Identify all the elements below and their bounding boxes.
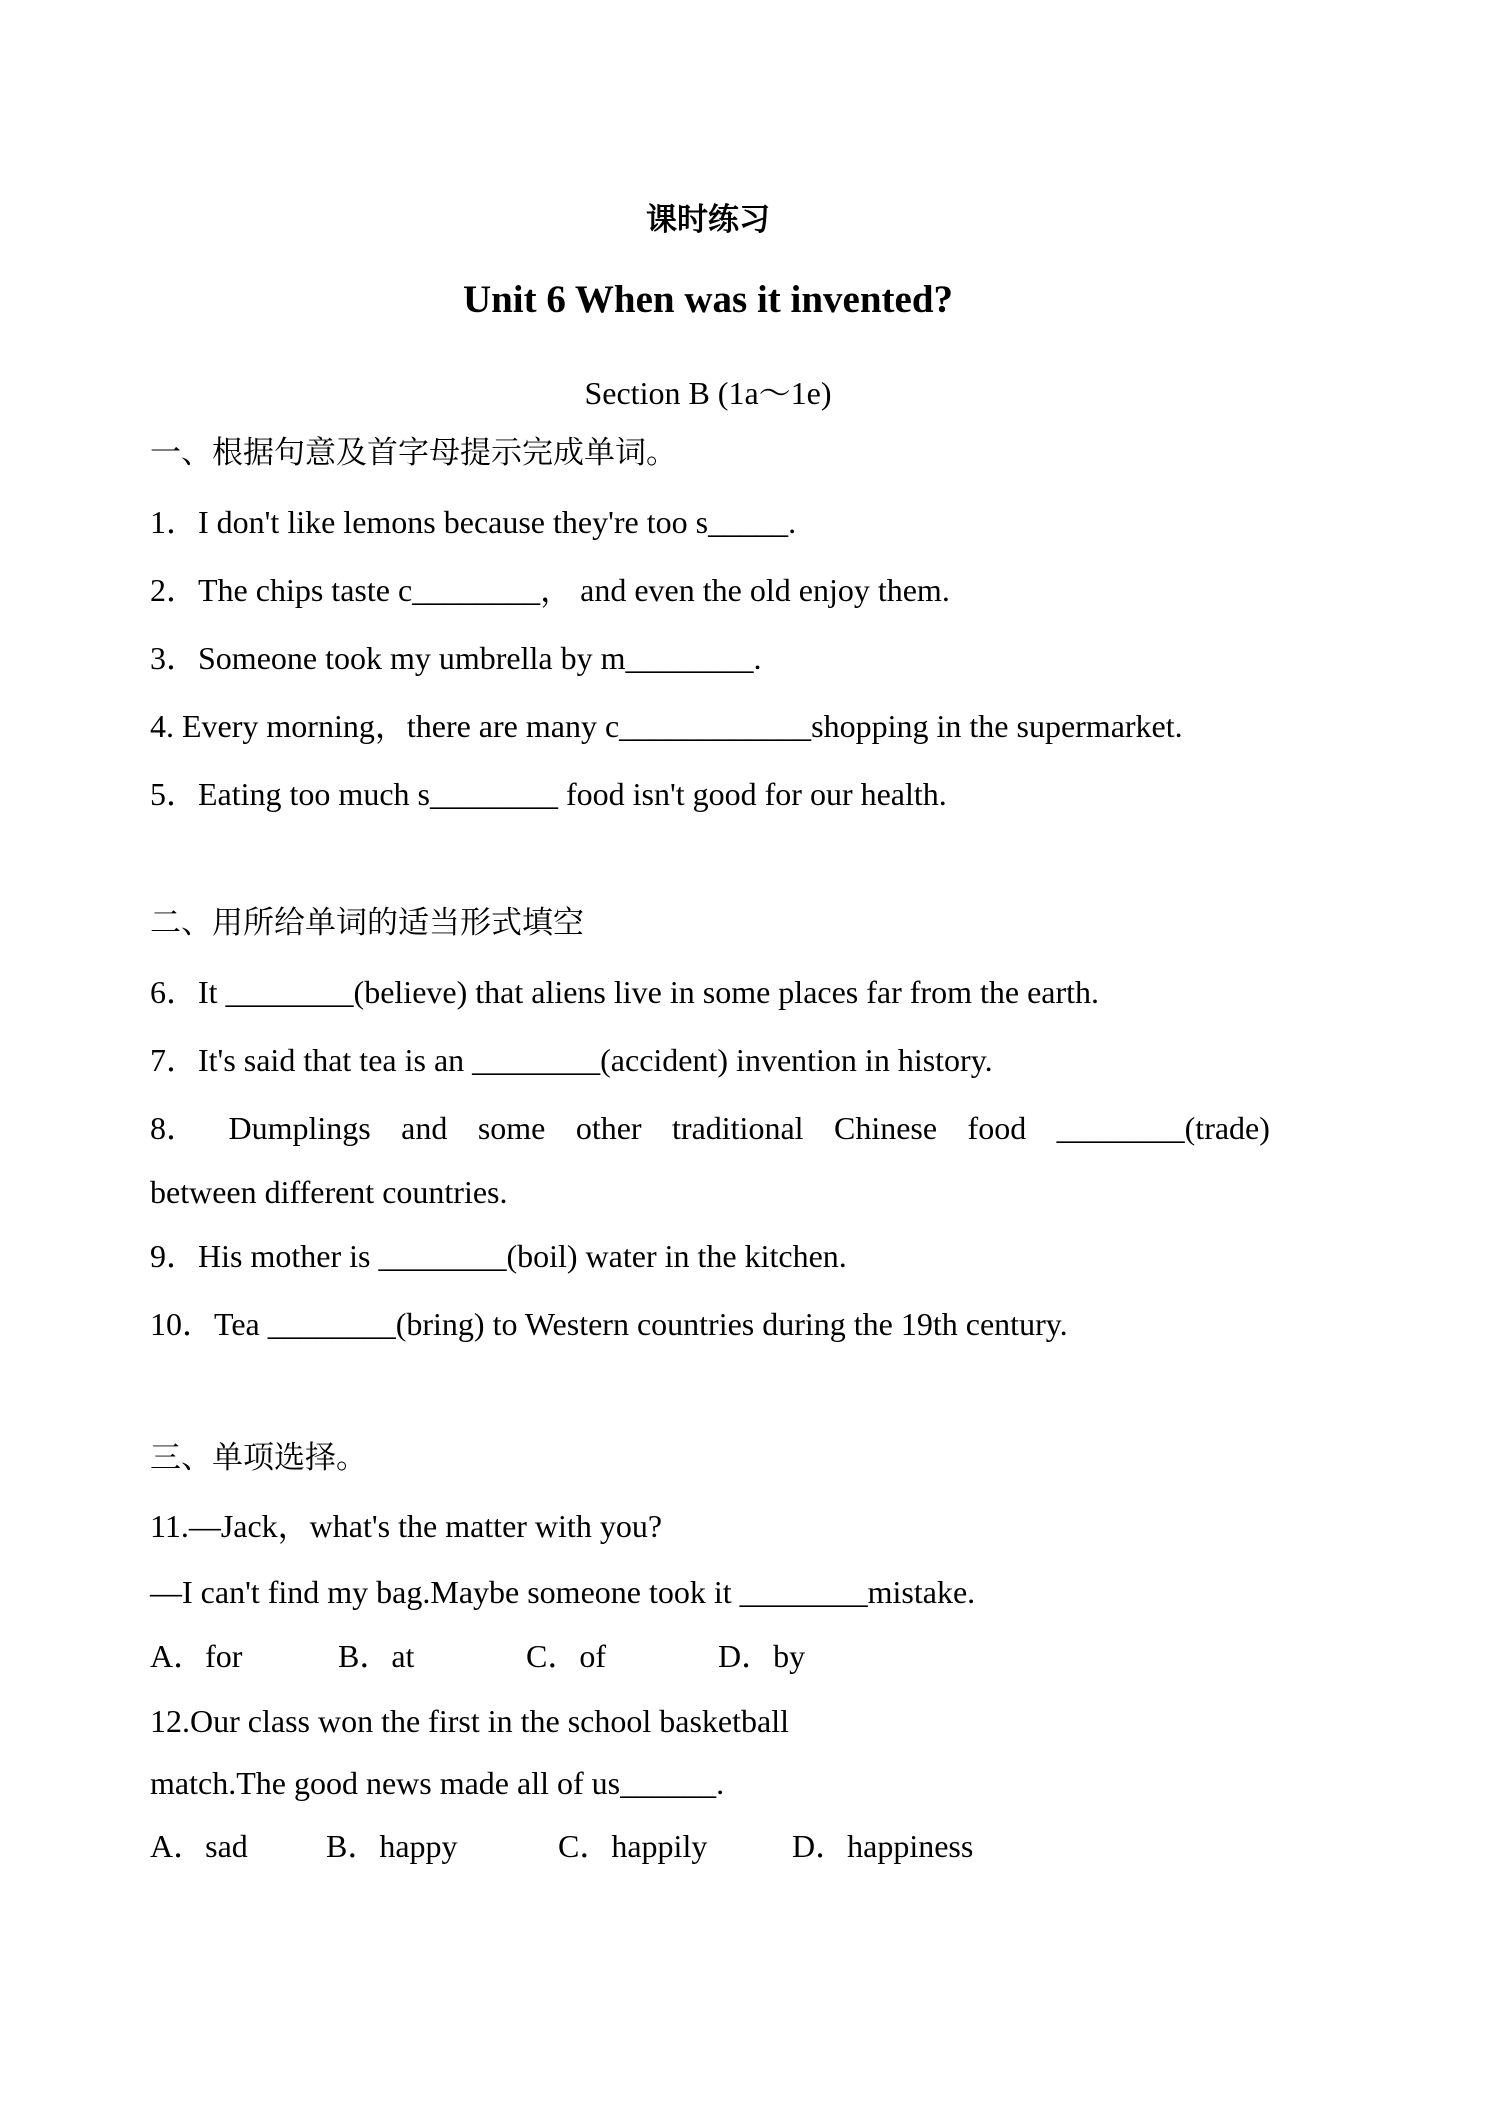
option-b: B．happy bbox=[326, 1828, 458, 1864]
question-1: 1．I don't like lemons because they're too s_____. bbox=[150, 504, 797, 540]
option-b: B．at bbox=[338, 1638, 415, 1674]
question-8-word: and bbox=[401, 1110, 448, 1146]
question-4: 4. Every morning，there are many c____________shopping in the supermarket. bbox=[150, 708, 1183, 744]
question-7: 7．It's said that tea is an ________(accident) invention in history. bbox=[150, 1042, 993, 1078]
worksheet-label: 课时练习 bbox=[646, 202, 770, 238]
question-8-word: other bbox=[575, 1110, 642, 1146]
question-12-options bbox=[150, 1826, 973, 1866]
question-8-word: food bbox=[967, 1110, 1027, 1146]
question-11-line-1: 11.—Jack，what's the matter with you? bbox=[150, 1508, 663, 1544]
part3-heading: 三、单项选择。 bbox=[150, 1440, 367, 1476]
option-c: C．happily bbox=[558, 1828, 708, 1864]
part2-heading: 二、用所给单词的适当形式填空 bbox=[150, 905, 584, 941]
question-8-word: 8． bbox=[150, 1110, 199, 1146]
part1-heading: 一、根据句意及首字母提示完成单词。 bbox=[150, 435, 677, 471]
question-6: 6．It ________(believe) that aliens live in some places far from the earth. bbox=[150, 974, 1100, 1010]
question-11-options bbox=[150, 1636, 805, 1676]
question-8-line-1 bbox=[150, 1108, 1270, 1148]
unit-title: Unit 6 When was it invented? bbox=[462, 278, 954, 321]
question-10: 10．Tea ________(bring) to Western countries during the 19th century. bbox=[150, 1306, 1068, 1342]
question-8-word: some bbox=[477, 1110, 546, 1146]
option-d: D．happiness bbox=[792, 1828, 974, 1864]
question-8-word: Dumplings bbox=[228, 1110, 371, 1146]
question-8-word: Chinese bbox=[833, 1110, 938, 1146]
option-c: C．of bbox=[526, 1638, 607, 1674]
question-5: 5．Eating too much s________ food isn't good for our health. bbox=[150, 776, 947, 812]
option-d: D．by bbox=[718, 1638, 806, 1674]
question-2: 2．The chips taste c________， and even the old enjoy them. bbox=[150, 572, 950, 608]
option-a: A．sad bbox=[150, 1828, 248, 1864]
question-8-line-2: between different countries. bbox=[150, 1174, 508, 1210]
question-9: 9．His mother is ________(boil) water in the kitchen. bbox=[150, 1238, 847, 1274]
question-8-word: ________(trade) bbox=[1056, 1110, 1270, 1146]
question-12-line-1: 12.Our class won the first in the school basketball bbox=[150, 1703, 789, 1739]
option-a: A．for bbox=[150, 1638, 243, 1674]
question-12-line-2: match.The good news made all of us______. bbox=[150, 1765, 725, 1801]
question-8-word: traditional bbox=[672, 1110, 804, 1146]
question-11-line-2: —I can't find my bag.Maybe someone took it ________mistake. bbox=[150, 1574, 976, 1610]
section-title: Section B (1a～1e) bbox=[584, 375, 832, 411]
question-3: 3．Someone took my umbrella by m________. bbox=[150, 640, 762, 676]
